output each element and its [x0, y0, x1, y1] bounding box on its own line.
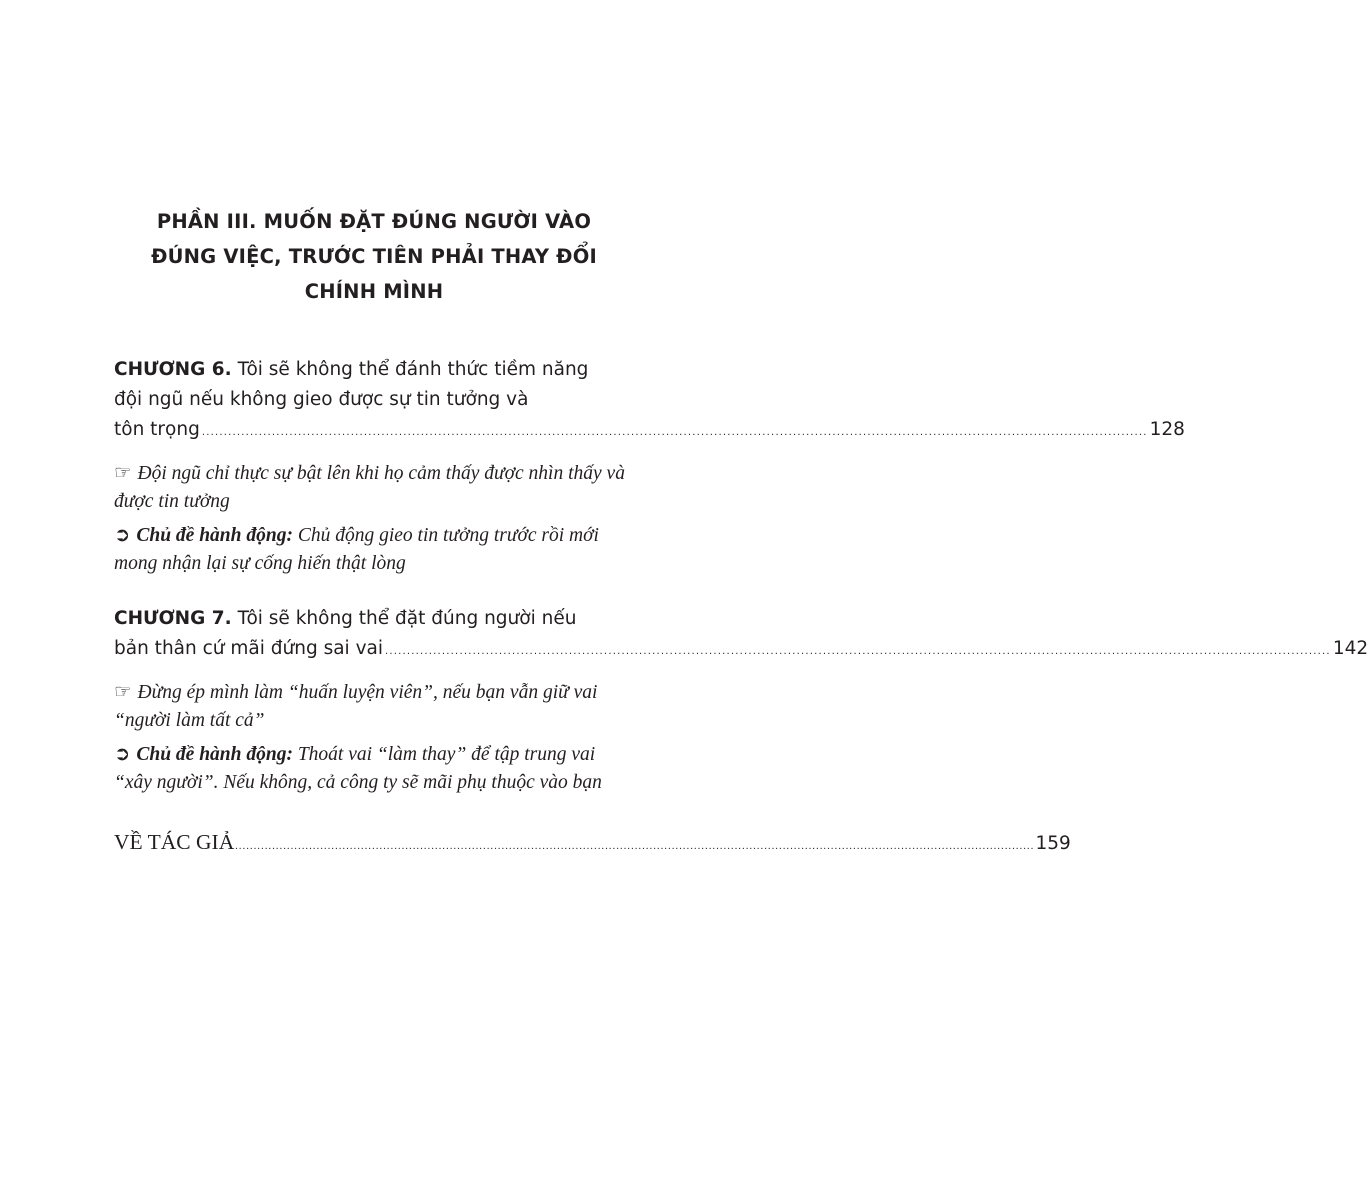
leader-dots: ........................................................................................................................................................................................................................: [201, 427, 1148, 438]
author-label: VỀ TÁC GIẢ: [114, 830, 235, 854]
chapter-title-part: bản thân cứ mãi đứng sai vai: [114, 638, 383, 659]
note-text: Đội ngũ chỉ thực sự bật lên khi họ cảm thấy được nhìn thấy và: [137, 463, 625, 484]
pointing-hand-icon: ☞: [114, 463, 132, 484]
part-title-line: ĐÚNG VIỆC, TRƯỚC TIÊN PHẢI THAY ĐỔI: [151, 245, 597, 268]
chapter-title-part: Tôi sẽ không thể đánh thức tiềm năng: [237, 359, 589, 380]
leader-dots: ........................................................................................................................................................................................................................: [235, 841, 1035, 852]
chapter-title-part: Tôi sẽ không thể đặt đúng người nếu: [237, 608, 577, 629]
arrow-circle-icon: ➲: [114, 744, 131, 765]
action-text: Chủ động gieo tin tưởng trước rồi mới: [297, 525, 599, 546]
page-number: 128: [1149, 419, 1185, 440]
note-text: được tin tưởng: [114, 491, 230, 512]
toc-entry-chapter-6[interactable]: [114, 355, 1185, 578]
part-title-line: PHẦN III. MUỐN ĐẶT ĐÚNG NGƯỜI VÀO: [156, 210, 592, 233]
action-text: “xây người”. Nếu không, cả công ty sẽ mãi phụ thuộc vào bạn: [114, 772, 602, 793]
note-text: “người làm tất cả”: [114, 710, 265, 731]
leader-dots: ........................................................................................................................................................................................................................: [385, 646, 1331, 657]
toc-entry-chapter-7[interactable]: [114, 604, 1368, 797]
page-number: 159: [1035, 833, 1071, 854]
chapter-title-part: tôn trọng: [114, 419, 200, 440]
action-label: Chủ đề hành động:: [136, 525, 293, 546]
chapter-label: CHƯƠNG 7.: [114, 608, 232, 629]
pointing-hand-icon: ☞: [114, 682, 132, 703]
chapter-title-part: đội ngũ nếu không gieo được sự tin tưởng và: [114, 389, 529, 410]
page-number: 142: [1332, 638, 1368, 659]
chapter-label: CHƯƠNG 6.: [114, 359, 232, 380]
action-label: Chủ đề hành động:: [136, 744, 293, 765]
note-text: Đừng ép mình làm “huấn luyện viên”, nếu bạn vẫn giữ vai: [137, 682, 598, 703]
arrow-circle-icon: ➲: [114, 525, 131, 546]
action-text: Thoát vai “làm thay” để tập trung vai: [297, 744, 596, 765]
action-text: mong nhận lại sự cống hiến thật lòng: [114, 553, 406, 574]
part-title: [0, 204, 748, 309]
toc-entry-author[interactable]: [114, 830, 1071, 855]
part-title-line: CHÍNH MÌNH: [304, 280, 444, 303]
